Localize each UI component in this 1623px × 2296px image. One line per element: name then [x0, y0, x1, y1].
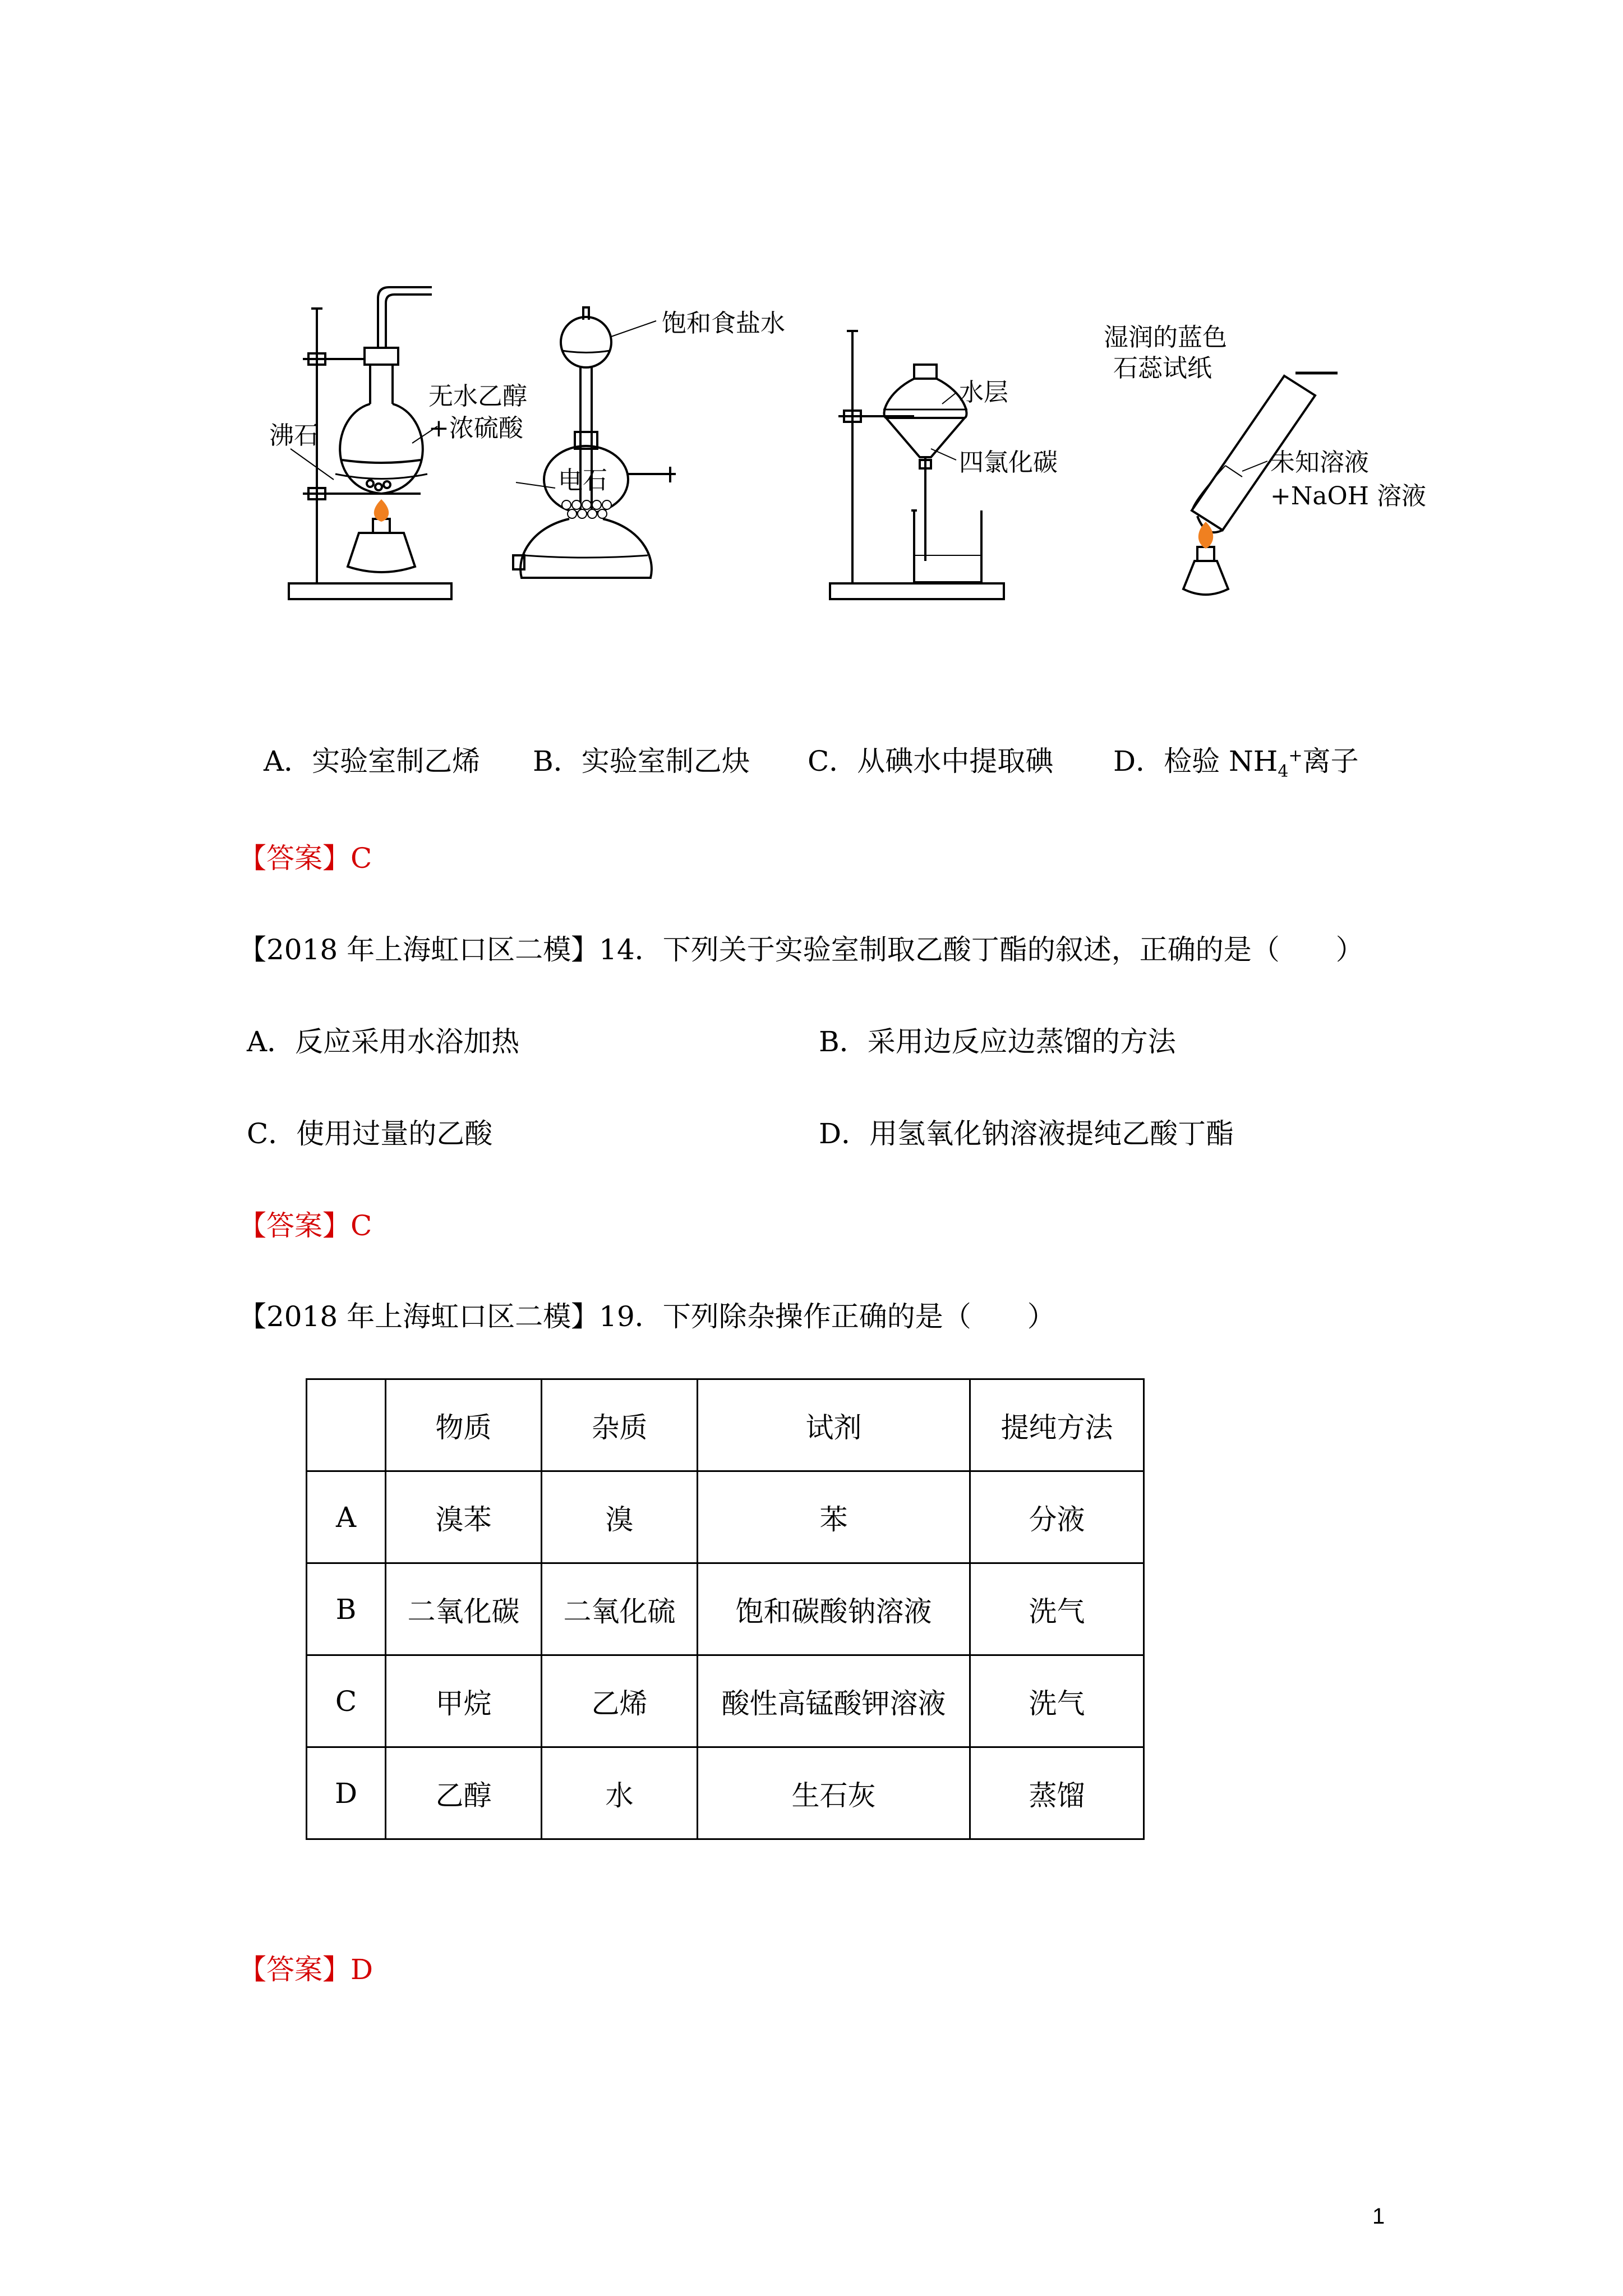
question-14-option-a: A．反应采用水浴加热	[247, 1025, 520, 1058]
table-row	[307, 1747, 1144, 1839]
option-d-prefix: D．检验 NH	[1113, 745, 1278, 777]
answer-1-label: 【答案】	[238, 842, 351, 875]
table-header-cell: 杂质	[542, 1379, 698, 1471]
answer-2-label: 【答案】	[238, 1209, 351, 1242]
table-cell: 饱和碳酸钠溶液	[698, 1563, 970, 1655]
question-14-option-d: D．用氢氧化钠溶液提纯乙酸丁酯	[819, 1117, 1234, 1150]
table-header-cell: 物质	[386, 1379, 542, 1471]
table-cell: 分液	[970, 1471, 1144, 1563]
question-14-option-b: B．采用边反应边蒸馏的方法	[819, 1025, 1176, 1058]
label-boiling-stone: 沸石	[269, 421, 319, 450]
label-litmus-paper: 石蕊试纸	[1113, 354, 1212, 383]
table-row	[307, 1655, 1144, 1747]
apparatus-figure	[269, 264, 1427, 656]
answer-1-value: C	[351, 842, 372, 875]
answer-3-value: D	[351, 1953, 374, 1986]
answer-2-value: C	[351, 1209, 372, 1242]
table-cell: 洗气	[970, 1563, 1144, 1655]
table-cell: 洗气	[970, 1655, 1144, 1747]
table-header-cell: 提纯方法	[970, 1379, 1144, 1471]
table-cell: 乙醇	[386, 1747, 542, 1839]
option-a-figure: A．实验室制乙烯	[264, 745, 481, 777]
table-cell: 二氧化硫	[542, 1563, 698, 1655]
table-cell: D	[307, 1747, 386, 1839]
option-c-figure: C．从碘水中提取碘	[808, 745, 1054, 777]
table-cell: 生石灰	[698, 1747, 970, 1839]
label-calcium-carbide: 电石	[558, 466, 607, 495]
label-saturated-brine: 饱和食盐水	[662, 309, 785, 338]
apparatus-drawings	[269, 264, 1391, 656]
table-header-cell	[307, 1379, 386, 1471]
question-19-stem: 【2018 年上海虹口区二模】19．下列除杂操作正确的是（ ）	[238, 1300, 1055, 1333]
answer-2	[238, 1209, 372, 1242]
table-cell: 乙烯	[542, 1655, 698, 1747]
table-cell: 蒸馏	[970, 1747, 1144, 1839]
label-carbon-tetrachloride: 四氯化碳	[959, 448, 1058, 477]
answer-3	[238, 1955, 373, 1984]
label-conc-sulfuric-acid: +浓硫酸	[428, 414, 523, 443]
table-cell: 水	[542, 1747, 698, 1839]
option-d-subscript: 4	[1278, 762, 1289, 781]
label-naoh-solution: +NaOH 溶液	[1270, 482, 1427, 510]
option-d-figure	[1113, 747, 1359, 780]
table-header-cell: 试剂	[698, 1379, 970, 1471]
table-row	[307, 1471, 1144, 1563]
table-cell: 苯	[698, 1471, 970, 1563]
apparatus-b-acetylene	[513, 307, 676, 578]
label-water-layer: 水层	[959, 378, 1008, 407]
label-moist-blue: 湿润的蓝色	[1104, 323, 1227, 352]
table-cell: 二氧化碳	[386, 1563, 542, 1655]
table-row	[307, 1563, 1144, 1655]
table-cell: 溴	[542, 1471, 698, 1563]
question-14-option-c: C．使用过量的乙酸	[247, 1117, 493, 1150]
table-cell: 酸性高锰酸钾溶液	[698, 1655, 970, 1747]
option-d-superscript: +	[1288, 746, 1303, 766]
table-cell: B	[307, 1563, 386, 1655]
answer-3-label: 【答案】	[238, 1953, 351, 1986]
option-b-figure: B．实验室制乙炔	[533, 745, 750, 777]
label-anhydrous-ethanol: 无水乙醇	[428, 382, 527, 411]
label-unknown-solution: 未知溶液	[1270, 448, 1369, 477]
answer-1	[238, 842, 372, 875]
table-cell: 溴苯	[386, 1471, 542, 1563]
page-number: 1	[1372, 2204, 1385, 2229]
table-cell: C	[307, 1655, 386, 1747]
purification-table	[306, 1378, 1145, 1840]
question-14-stem: 【2018 年上海虹口区二模】14．下列关于实验室制取乙酸丁酯的叙述，正确的是（ ）	[238, 933, 1364, 966]
table-cell: A	[307, 1471, 386, 1563]
option-d-suffix: 离子	[1302, 745, 1359, 777]
table-header-row	[307, 1379, 1144, 1471]
table-cell: 甲烷	[386, 1655, 542, 1747]
